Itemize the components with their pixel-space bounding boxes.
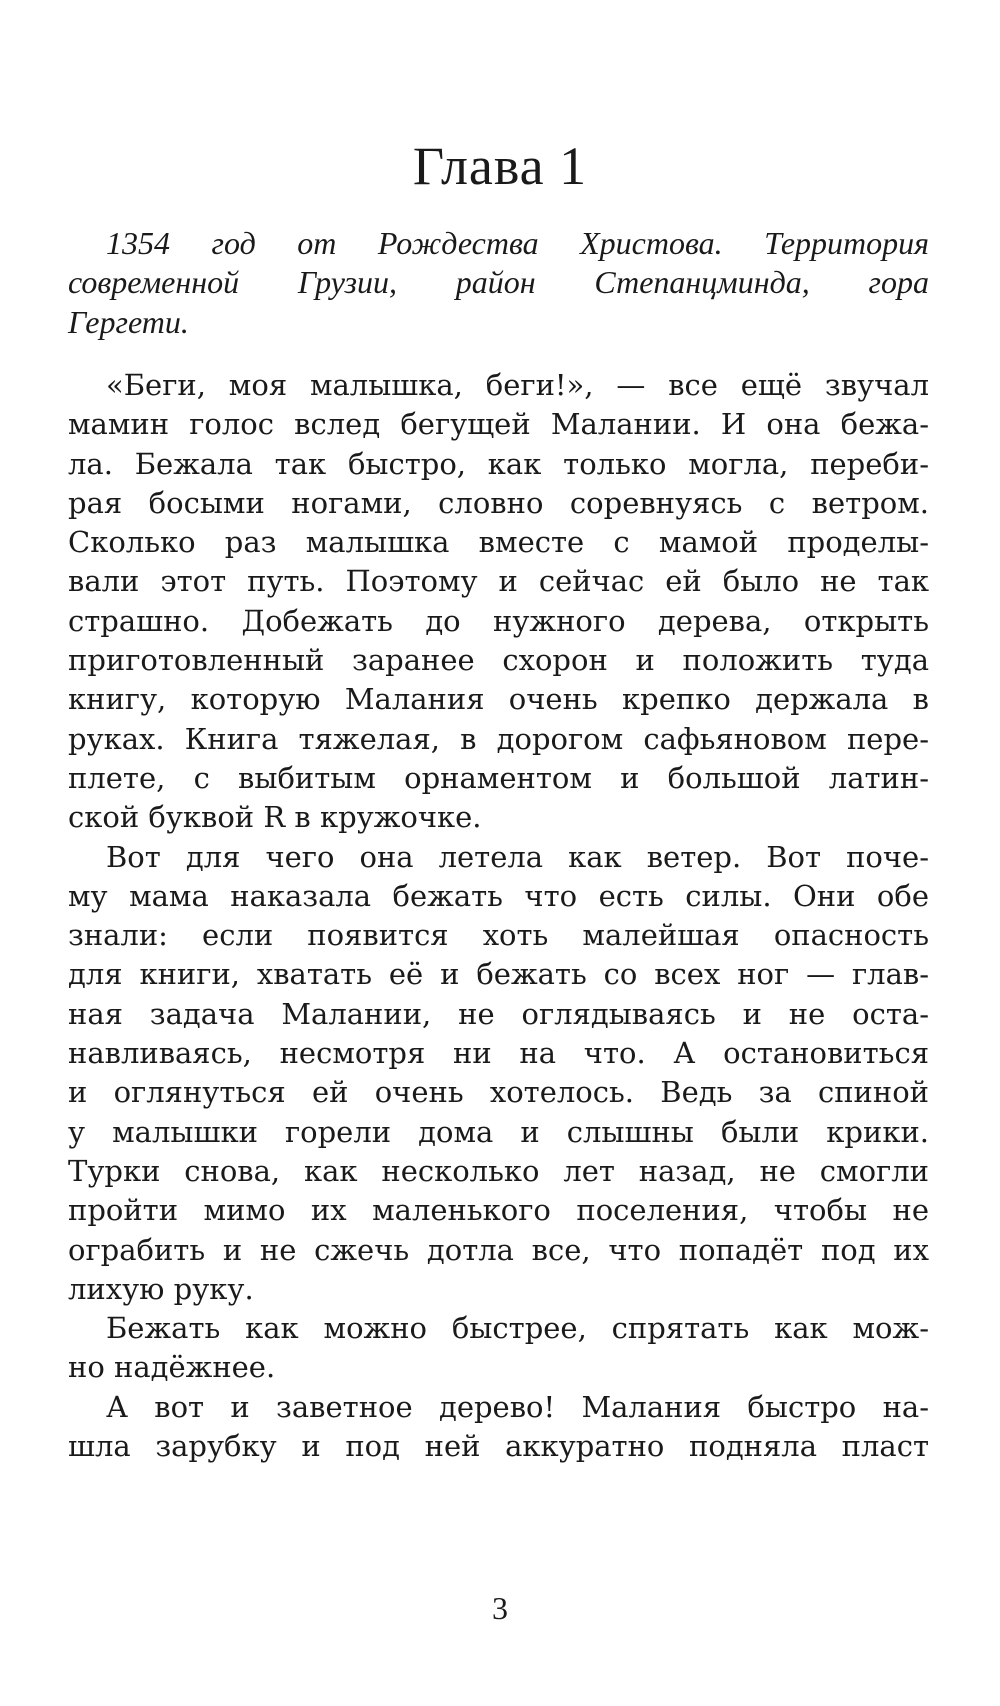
text-line: руках. Книга тяжелая, в дорогом сафьяновом пере- [68,721,929,756]
text-line: Сколько раз малышка вместе с мамой проделы- [68,525,929,560]
text-line: но надёжнее. [68,1350,276,1385]
text-line: навливаясь, несмотря ни на что. А остановиться [68,1036,929,1071]
text-line: Бежать как можно быстрее, спрятать как мож- [106,1311,929,1346]
text-line: ла. Бежала так быстро, как только могла, переби- [68,446,929,481]
text-line: пройти мимо их маленького поселения, чтобы не [68,1193,929,1228]
epigraph-line: современной Грузии, район Степанцминда, гора [68,264,929,301]
text-line: мамин голос вслед бегущей Малании. И она бежа- [68,407,929,442]
chapter-title: Глава 1 [412,136,588,196]
text-line: ная задача Малании, не оглядываясь и не оста- [68,996,929,1031]
text-line: шла зарубку и под ней аккуратно подняла пласт [68,1429,929,1464]
epigraph-line: Гергети. [68,303,189,340]
text-line: му мама наказала бежать что есть силы. Они обе [68,878,929,913]
text-line: вали этот путь. Поэтому и сейчас ей было не так [68,564,929,599]
text-line: Вот для чего она летела как ветер. Вот поче- [106,839,929,874]
text-line: А вот и заветное дерево! Малания быстро на- [106,1389,929,1424]
text-line: «Беги, моя малышка, беги!», — все ещё звучал [106,368,929,402]
text-line: приготовленный заранее схорон и положить туда [68,643,929,678]
text-line: знали: если появится хоть малейшая опасность [68,918,929,953]
epigraph [68,224,929,342]
text-line: страшно. Добежать до нужного дерева, открыть [68,603,929,638]
text-line: для книги, хватать её и бежать со всех ног — глав- [68,957,929,992]
text-line: книгу, которую Малания очень крепко держала в [68,682,929,717]
text-line: плете, с выбитым орнаментом и большой латин- [68,760,929,795]
text-line: ской буквой R в кружочке. [68,800,482,835]
page-number: 3 [492,1590,508,1626]
epigraph-line: 1354 год от Рождества Христова. Территория [106,225,929,261]
text-line: лихую руку. [68,1271,254,1306]
text-line: у малышки горели дома и слышны были крики. [68,1114,929,1149]
text-line: и оглянуться ей очень хотелось. Ведь за спиной [68,1075,929,1110]
body-text [68,366,929,1466]
text-line: ограбить и не сжечь дотла все, что попадёт под их [68,1232,929,1267]
text-line: Турки снова, как несколько лет назад, не смогли [68,1153,929,1188]
text-line: рая босыми ногами, словно соревнуясь с ветром. [68,485,929,520]
